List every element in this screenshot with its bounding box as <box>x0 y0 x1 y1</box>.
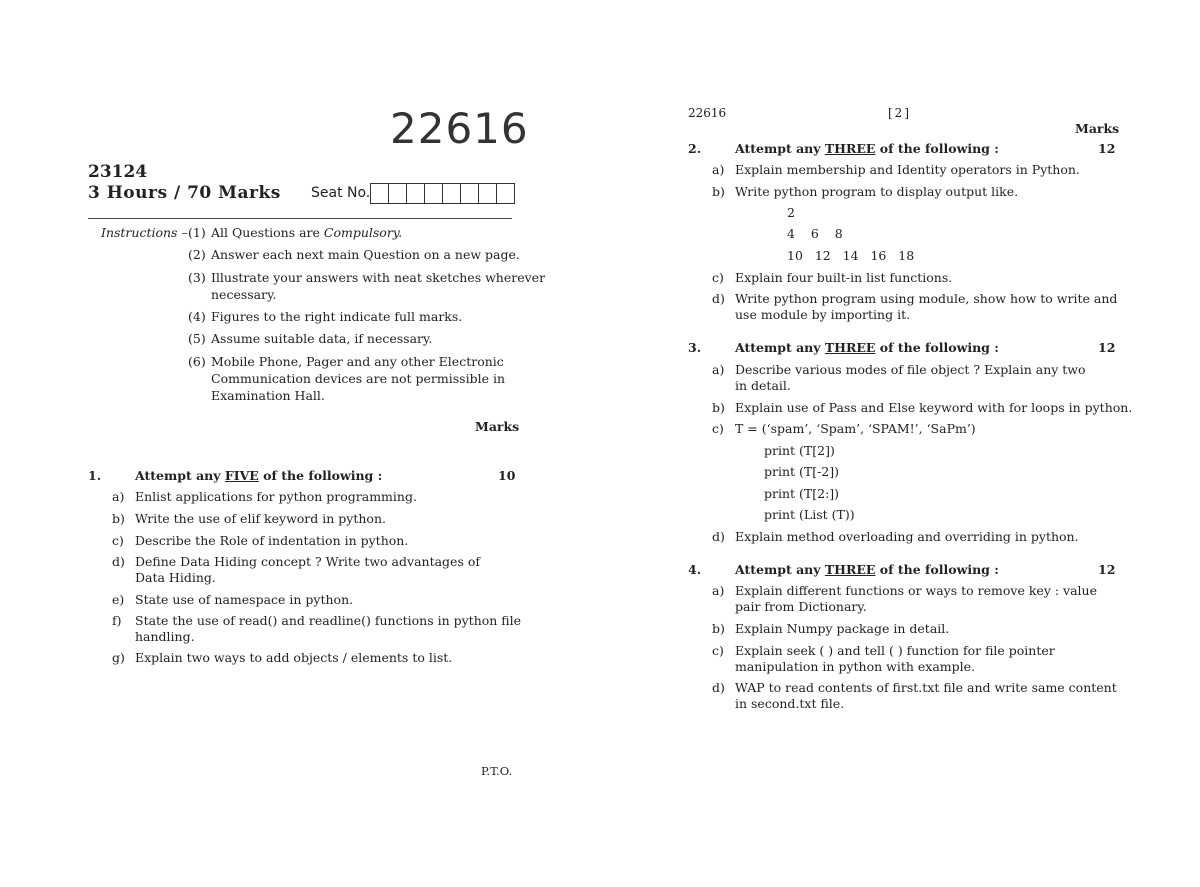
sub-question-text: Define Data Hiding concept ? Write two advantages of <box>135 554 480 569</box>
sub-question-text: Explain method overloading and overriding in python. <box>735 529 1079 544</box>
question-heading: Attempt any FIVE of the following : <box>135 468 383 483</box>
code-line: print (T[2:]) <box>764 486 840 501</box>
sub-question-text: in second.txt file. <box>735 696 845 711</box>
sub-question-label: b) <box>712 400 725 415</box>
instruction-text: Examination Hall. <box>211 388 325 403</box>
output-pattern-line: 2 <box>787 205 795 220</box>
sub-question-text: Write the use of elif keyword in python. <box>135 511 386 526</box>
sub-question-text: manipulation in python with example. <box>735 659 976 674</box>
instruction-text: Mobile Phone, Pager and any other Electronic <box>211 354 504 369</box>
sub-question-text: in detail. <box>735 378 791 393</box>
sub-question-label: c) <box>112 533 124 548</box>
instruction-text: Figures to the right indicate full marks. <box>211 309 463 324</box>
sub-question-text: Describe various modes of file object ? Explain any two <box>735 362 1086 377</box>
sub-question-text: Explain Numpy package in detail. <box>735 621 950 636</box>
sub-question-label: a) <box>712 162 725 177</box>
instruction-num: (5) <box>188 331 206 346</box>
sub-question-label: a) <box>712 583 725 598</box>
instruction-num: (6) <box>188 354 206 369</box>
question-number: 3. <box>688 340 702 355</box>
sub-question-label: a) <box>712 362 725 377</box>
seat-no-boxes <box>370 183 515 204</box>
sub-question-label: c) <box>712 643 724 658</box>
sub-question-text: Enlist applications for python programming. <box>135 489 417 504</box>
question-heading: Attempt any THREE of the following : <box>735 340 999 355</box>
paper-number: 23124 <box>88 162 148 182</box>
sub-question-text: State use of namespace in python. <box>135 592 354 607</box>
question-marks: 12 <box>1098 562 1116 577</box>
question-heading: Attempt any THREE of the following : <box>735 562 999 577</box>
sub-question-label: f) <box>112 613 122 628</box>
header-divider <box>88 218 512 219</box>
marks-label: Marks <box>475 419 520 434</box>
sub-question-text: use module by importing it. <box>735 307 911 322</box>
sub-question-text: pair from Dictionary. <box>735 599 867 614</box>
paper-code: 22616 <box>390 104 529 153</box>
sub-question-label: c) <box>712 270 724 285</box>
sub-question-label: b) <box>712 184 725 199</box>
code-line: print (T[-2]) <box>764 464 840 479</box>
instruction-text: Assume suitable data, if necessary. <box>211 331 433 346</box>
question-marks: 12 <box>1098 340 1116 355</box>
sub-question-text: Explain use of Pass and Else keyword with for loops in python. <box>735 400 1133 415</box>
sub-question-label: d) <box>712 680 725 695</box>
code-line: print (List (T)) <box>764 507 855 522</box>
sub-question-label: c) <box>712 421 724 436</box>
sub-question-text: Explain different functions or ways to remove key : value <box>735 583 1097 598</box>
question-marks: 12 <box>1098 141 1116 156</box>
instructions-label: Instructions – <box>101 225 188 240</box>
sub-question-text: State the use of read() and readline() functions in python file <box>135 613 522 628</box>
sub-question-text: T = (‘spam’, ‘Spam’, ‘SPAM!’, ‘SaPm’) <box>735 421 976 436</box>
sub-question-label: d) <box>112 554 125 569</box>
sub-question-label: b) <box>112 511 125 526</box>
page-number: [2] <box>888 106 911 120</box>
question-number: 4. <box>688 562 702 577</box>
sub-question-label: e) <box>112 592 125 607</box>
page-code: 22616 <box>688 106 727 120</box>
sub-question-text: Explain two ways to add objects / elements to list. <box>135 650 453 665</box>
instruction-num: (2) <box>188 247 206 262</box>
sub-question-label: a) <box>112 489 125 504</box>
instruction-text: Answer each next main Question on a new page. <box>211 247 520 262</box>
question-number: 1. <box>88 468 102 483</box>
sub-question-label: d) <box>712 291 725 306</box>
instruction-num: (3) <box>188 270 206 285</box>
question-marks: 10 <box>498 468 516 483</box>
instruction-num: (1) <box>188 225 206 240</box>
marks-label: Marks <box>1075 121 1120 136</box>
pto-label: P.T.O. <box>481 764 513 778</box>
output-pattern-line: 4 6 8 <box>787 226 843 241</box>
instruction-text: necessary. <box>211 287 277 302</box>
sub-question-text: Explain four built-in list functions. <box>735 270 953 285</box>
sub-question-text: Explain membership and Identity operators in Python. <box>735 162 1080 177</box>
sub-question-label: g) <box>112 650 125 665</box>
sub-question-label: b) <box>712 621 725 636</box>
instruction-text: Communication devices are not permissible in <box>211 371 506 386</box>
instruction-text: Illustrate your answers with neat sketches wherever <box>211 270 546 285</box>
instruction-num: (4) <box>188 309 206 324</box>
sub-question-text: Write python program using module, show how to write and <box>735 291 1118 306</box>
sub-question-text: Write python program to display output like. <box>735 184 1019 199</box>
seat-no-label: Seat No. <box>311 185 371 201</box>
instruction-text: All Questions are Compulsory. <box>211 225 403 240</box>
question-number: 2. <box>688 141 702 156</box>
sub-question-text: Data Hiding. <box>135 570 216 585</box>
code-line: print (T[2]) <box>764 443 835 458</box>
sub-question-text: handling. <box>135 629 195 644</box>
sub-question-label: d) <box>712 529 725 544</box>
duration-marks: 3 Hours / 70 Marks <box>88 183 281 203</box>
sub-question-text: Describe the Role of indentation in python. <box>135 533 409 548</box>
sub-question-text: WAP to read contents of first.txt file and write same content <box>735 680 1117 695</box>
sub-question-text: Explain seek ( ) and tell ( ) function for file pointer <box>735 643 1055 658</box>
question-heading: Attempt any THREE of the following : <box>735 141 999 156</box>
output-pattern-line: 10 12 14 16 18 <box>787 248 915 263</box>
